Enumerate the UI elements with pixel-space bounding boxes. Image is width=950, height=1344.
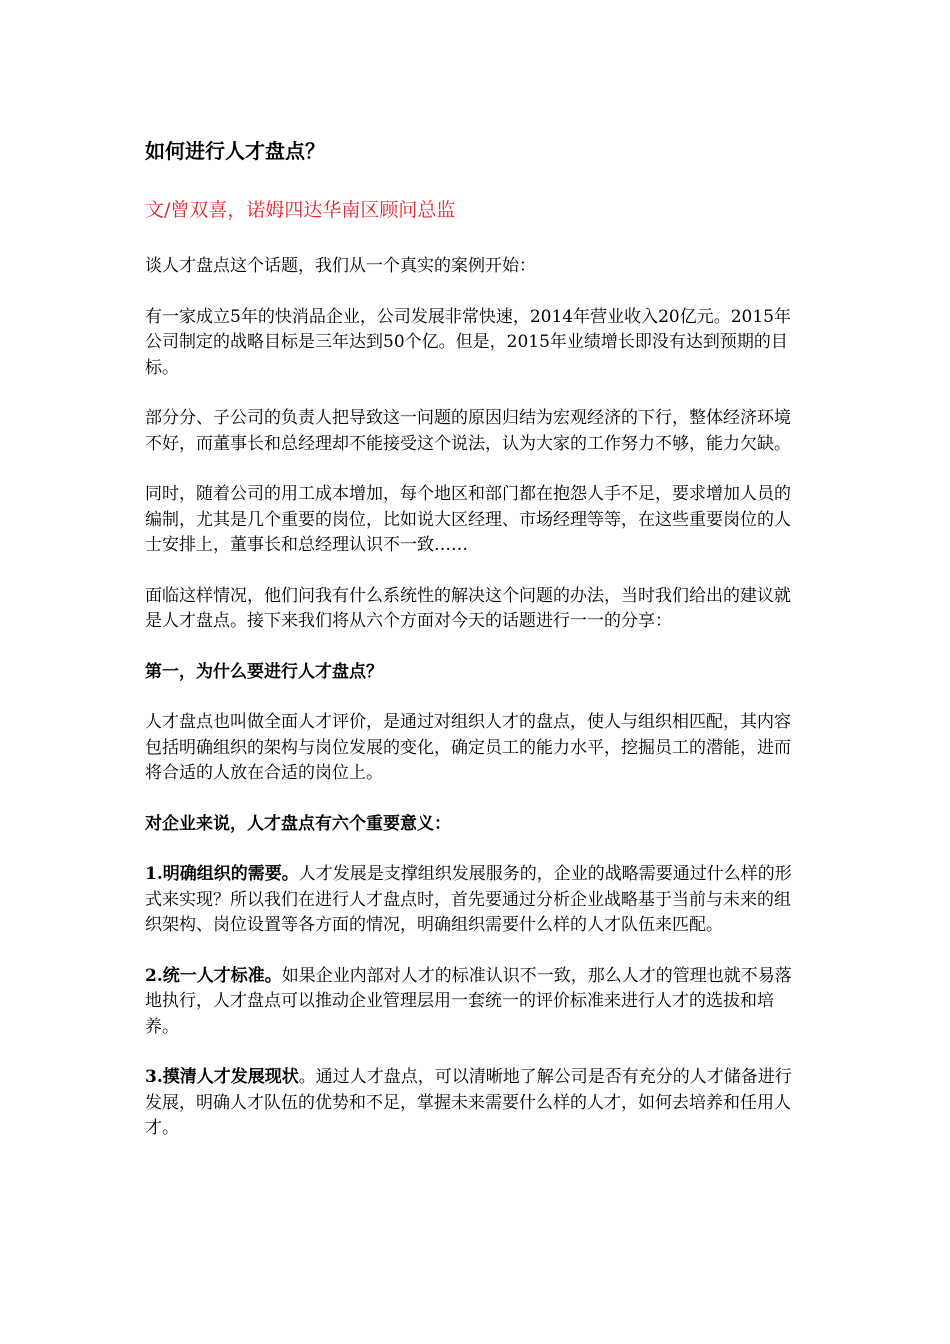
section-heading-significance: 对企业来说，人才盘点有六个重要意义： bbox=[145, 813, 451, 834]
document-page bbox=[145, 136, 805, 1167]
article-byline: 文/曾双喜，诺姆四达华南区顾问总监 bbox=[145, 199, 456, 221]
paragraph-proposal: 面临这样情况，他们问我有什么系统性的解决这个问题的办法，当时我们给出的建议就是人才盘点。接下来我们将从六个方面对今天的话题进行一一的分享： bbox=[145, 585, 791, 631]
list-item-1-lead: 1.明确组织的需要。 bbox=[145, 864, 299, 884]
list-item-1-text: 人才发展是支撑组织发展服务的，企业的战略需要通过什么样的形式来实现？所以我们在进行人才盘点时，首先要通过分析企业战略基于当前与未来的组织架构、岗位设置等各方面的情况，明确组织需要什么样的人才队伍来匹配。 bbox=[145, 864, 792, 935]
list-item-2 bbox=[145, 964, 805, 1041]
paragraph-cost: 同时，随着公司的用工成本增加，每个地区和部门都在抱怨人手不足，要求增加人员的编制，尤其是几个重要的岗位，比如说大区经理、市场经理等等，在这些重要岗位的人士安排上，董事长和总经理认识不一致…… bbox=[145, 484, 791, 555]
paragraph-intro: 谈人才盘点这个话题，我们从一个真实的案例开始： bbox=[145, 256, 536, 276]
list-item-1 bbox=[145, 862, 805, 939]
list-item-3-lead: 3.摸清人才发展现状 bbox=[145, 1067, 299, 1087]
paragraph-case: 有一家成立5年的快消品企业，公司发展非常快速，2014年营业收入20亿元。2015年公司制定的战略目标是三年达到50个亿。但是，2015年业绩增长即没有达到预期的目标。 bbox=[145, 306, 791, 378]
list-item-3 bbox=[145, 1065, 805, 1142]
list-item-2-text: 如果企业内部对人才的标准认识不一致，那么人才的管理也就不易落地执行，人才盘点可以推动企业管理层用一套统一的评价标准来进行人才的选拔和培养。 bbox=[145, 965, 792, 1037]
list-item-3-text: 。通过人才盘点，可以清晰地了解公司是否有充分的人才储备进行发展，明确人才队伍的优势和不足，掌握未来需要什么样的人才，如何去培养和任用人才。 bbox=[145, 1067, 792, 1138]
paragraph-reasons: 部分分、子公司的负责人把导致这一问题的原因归结为宏观经济的下行，整体经济环境不好，而董事长和总经理却不能接受这个说法，认为大家的工作努力不够，能力欠缺。 bbox=[145, 408, 791, 454]
list-item-2-lead: 2.统一人才标准。 bbox=[145, 965, 282, 986]
paragraph-definition: 人才盘点也叫做全面人才评价，是通过对组织人才的盘点，使人与组织相匹配，其内容包括明确组织的架构与岗位发展的变化，确定员工的能力水平，挖掘员工的潜能，进而将合适的人放在合适的岗位上。 bbox=[145, 712, 791, 783]
article-title: 如何进行人才盘点？ bbox=[145, 139, 325, 163]
section-heading-why: 第一，为什么要进行人才盘点？ bbox=[145, 661, 383, 682]
